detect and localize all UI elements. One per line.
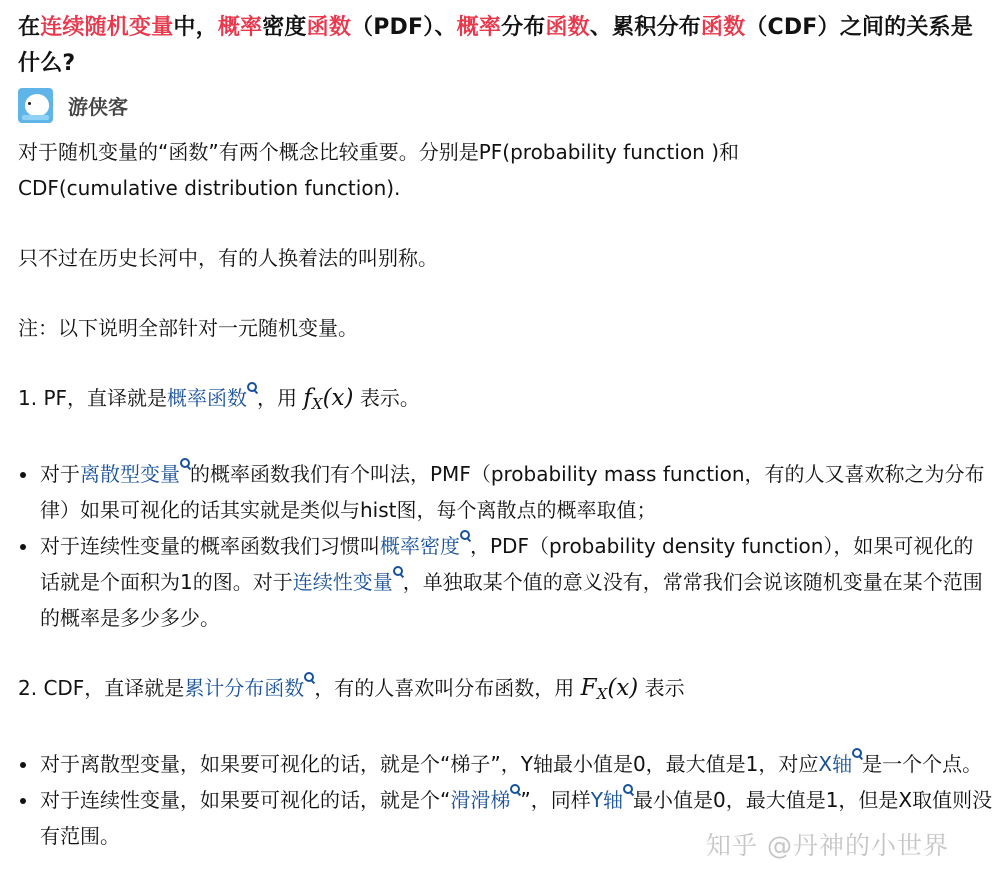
text: 对于 [40,462,80,486]
spacer [18,206,993,240]
section-2-heading [18,670,993,712]
title-keyword: 概率 [456,15,502,40]
author-info [18,86,993,124]
link-text: Y轴 [590,788,623,812]
link-continuous-variable[interactable] [293,570,403,594]
link-text: 概率密度 [380,534,460,558]
intro-line-2: CDF(cumulative distribution function). [18,176,401,200]
link-slide[interactable] [450,788,520,812]
link-x-axis[interactable] [818,752,862,776]
author-name[interactable]: 游侠客 [68,94,128,119]
search-icon [460,530,470,544]
spacer [18,276,993,310]
title-keyword: 函数 [700,15,746,40]
title-part: （PDF）、 [351,15,457,40]
intro-line-1: 对于随机变量的“函数”有两个概念比较重要。分别是PF(probability function )和 [18,140,740,164]
math-formula-fx [303,385,353,411]
avatar-collar [22,115,49,120]
list-item-pmf [18,456,993,528]
watermark: 知乎 @丹神的小世界 [706,831,949,860]
title-keyword: 函数 [545,15,590,40]
link-text: X轴 [818,752,853,776]
search-icon [304,672,314,686]
intro-paragraph [18,134,993,206]
spacer [18,422,993,456]
title-keyword: 概率 [217,15,263,40]
link-text: 连续性变量 [292,570,393,594]
title-part: 中， [173,15,218,40]
search-icon [393,566,403,580]
math-symbol: F [580,675,597,701]
question-title[interactable] [18,0,993,82]
title-part: 在 [18,15,41,40]
title-part: 分布 [501,15,546,40]
list-item-continuous-cdf [18,782,993,854]
link-discrete-variable[interactable] [80,462,190,486]
text: 对于离散型变量，如果要可视化的话，就是个“梯子”，Y轴最小值是0，最大值是1，对应 [40,752,819,776]
section-1-prefix: 1. PF，直译就是 [18,386,168,410]
section-2-prefix: 2. CDF，直译就是 [18,676,185,700]
text: ，PDF（probability density function），如果可视化的话就是个面积为1的图。对于 [40,534,974,594]
search-icon [623,784,633,798]
math-subscript: X [311,395,323,413]
section-1-middle: ，用 [257,386,304,410]
title-part: （CDF）之间的关系是什么? [18,15,973,76]
text: ，单独取某个值的意义没有，常常我们会说该随机变量在某个范围的概率是多少多少。 [40,570,983,630]
answer-page [18,0,993,854]
link-text: 滑滑梯 [450,788,511,812]
text: 对于连续性变量，如果要可视化的话，就是个“ [40,788,451,812]
title-part: 密度 [262,15,307,40]
link-text: 离散型变量 [80,462,180,486]
spacer [18,636,993,670]
link-probability-function[interactable] [167,386,257,410]
search-icon [510,784,520,798]
list-item-discrete-cdf [18,746,993,782]
math-symbol: f [303,385,312,411]
section-2-suffix: 表示 [638,676,685,700]
title-keyword: 函数 [306,15,352,40]
text: 对于连续性变量的概率函数我们习惯叫 [40,534,380,558]
text: 是一个个点。 [862,752,983,776]
link-y-axis[interactable] [591,788,633,812]
title-keyword: 连续随机变量 [40,15,174,40]
search-icon [247,382,257,396]
note-paragraph: 注：以下说明全部针对一元随机变量。 [18,316,358,340]
math-subscript: X [596,685,608,703]
math-formula-Fx [581,675,639,701]
avatar-figure [25,94,49,116]
section-2-list [18,746,993,854]
history-paragraph: 只不过在历史长河中，有的人换着法的叫别称。 [18,246,438,270]
text: ”，同样 [520,788,591,812]
list-item-pdf [18,528,993,636]
math-argument: (x) [607,675,639,701]
search-icon [180,458,190,472]
text: 最小值是0，最大值是1，但是X取值则没有范围。 [40,788,993,848]
math-argument: (x) [322,385,354,411]
link-text: 累计分布函数 [184,676,305,700]
link-text: 概率函数 [167,386,248,410]
spacer [18,346,993,380]
text: 的概率函数我们有个叫法，PMF（probability mass function，有的人又喜欢称之为分布律）如果可视化的话其实就是类似与hist图，每个离散点的概率取值； [40,462,985,522]
link-probability-density[interactable] [380,534,470,558]
spacer [18,712,993,746]
search-icon [852,748,862,762]
section-2-middle: ，有的人喜欢叫分布函数，用 [314,676,581,700]
section-1-heading [18,380,993,422]
title-part: 、累积分布 [589,15,701,40]
link-cumulative-distribution[interactable] [184,676,314,700]
avatar-eye [28,102,31,105]
section-1-list [18,456,993,636]
section-1-suffix: 表示。 [353,386,420,410]
avatar-icon[interactable] [18,88,53,123]
